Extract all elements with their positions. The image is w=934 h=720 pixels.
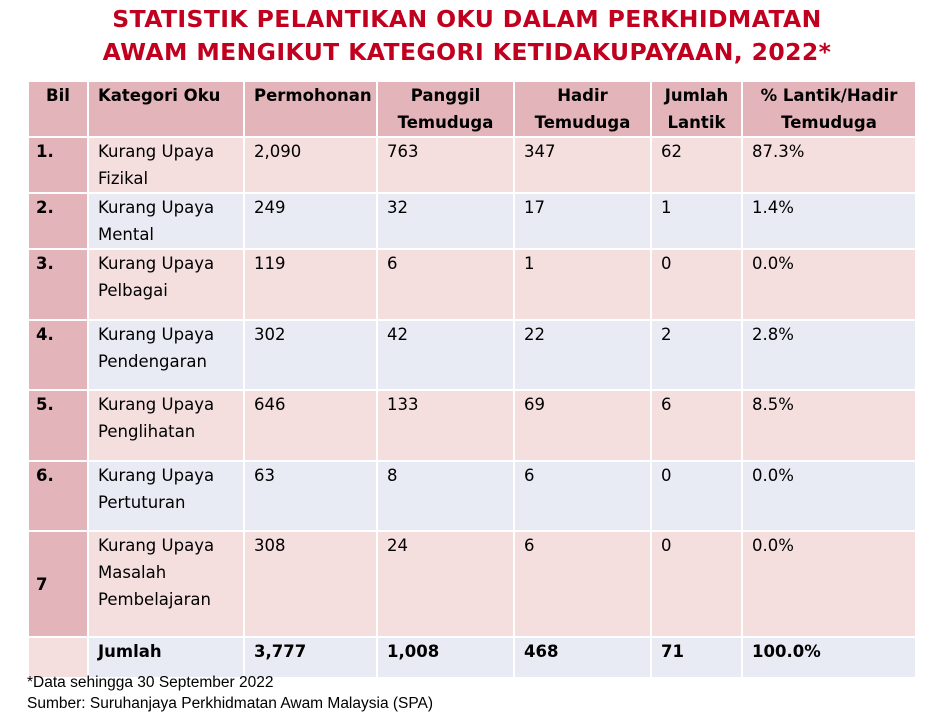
cell-lantik: 0 (651, 461, 742, 531)
total-permohonan: 3,777 (244, 637, 377, 678)
cell-hadir: 1 (514, 249, 651, 320)
source-note: Sumber: Suruhanjaya Perkhidmatan Awam Malaysia (SPA) (27, 695, 434, 712)
cell-lantik: 62 (651, 137, 742, 193)
cell-panggil: 8 (377, 461, 514, 531)
cell-bil: 6. (28, 461, 88, 531)
title-line-2: AWAM MENGIKUT KATEGORI KETIDAKUPAYAAN, 2022* (102, 38, 832, 66)
cell-permohonan: 308 (244, 531, 377, 637)
cell-kategori: Kurang Upaya Masalah Pembelajaran (88, 531, 244, 637)
table-row (28, 137, 916, 193)
cell-kategori: Kurang Upaya Pelbagai (88, 249, 244, 320)
cell-panggil: 24 (377, 531, 514, 637)
cell-hadir: 6 (514, 531, 651, 637)
cell-peratus: 1.4% (742, 193, 916, 249)
cell-lantik: 0 (651, 531, 742, 637)
header-jumlah-lantik: Jumlah Lantik (651, 81, 742, 137)
cell-kategori: Kurang Upaya Pendengaran (88, 320, 244, 390)
header-permohonan: Permohonan (244, 81, 377, 137)
total-hadir: 468 (514, 637, 651, 678)
cell-peratus: 2.8% (742, 320, 916, 390)
total-row (28, 637, 916, 678)
cell-hadir: 347 (514, 137, 651, 193)
cell-hadir: 69 (514, 390, 651, 461)
header-hadir: Hadir Temuduga (514, 81, 651, 137)
cell-permohonan: 119 (244, 249, 377, 320)
cell-lantik: 1 (651, 193, 742, 249)
cell-hadir: 17 (514, 193, 651, 249)
title-line-1: STATISTIK PELANTIKAN OKU DALAM PERKHIDMATAN (112, 5, 822, 33)
cell-peratus: 0.0% (742, 531, 916, 637)
statistics-table (27, 80, 917, 679)
total-panggil: 1,008 (377, 637, 514, 678)
cell-permohonan: 249 (244, 193, 377, 249)
cell-panggil: 42 (377, 320, 514, 390)
table-row (28, 390, 916, 461)
table-row (28, 531, 916, 637)
header-kategori: Kategori Oku (88, 81, 244, 137)
header-panggil: Panggil Temuduga (377, 81, 514, 137)
cell-peratus: 87.3% (742, 137, 916, 193)
table-row (28, 320, 916, 390)
cell-lantik: 6 (651, 390, 742, 461)
header-bil: Bil (28, 81, 88, 137)
cell-bil-empty (28, 637, 88, 678)
cell-panggil: 133 (377, 390, 514, 461)
total-label: Jumlah (88, 637, 244, 678)
cell-lantik: 2 (651, 320, 742, 390)
cell-bil: 7 (28, 531, 88, 637)
cell-kategori: Kurang Upaya Fizikal (88, 137, 244, 193)
cell-bil: 4. (28, 320, 88, 390)
cell-lantik: 0 (651, 249, 742, 320)
cell-panggil: 763 (377, 137, 514, 193)
footnote: *Data sehingga 30 September 2022 (27, 674, 274, 691)
cell-peratus: 8.5% (742, 390, 916, 461)
cell-kategori: Kurang Upaya Pertuturan (88, 461, 244, 531)
cell-kategori: Kurang Upaya Penglihatan (88, 390, 244, 461)
header-peratus: % Lantik/Hadir Temuduga (742, 81, 916, 137)
cell-permohonan: 302 (244, 320, 377, 390)
cell-peratus: 0.0% (742, 249, 916, 320)
cell-hadir: 22 (514, 320, 651, 390)
cell-permohonan: 2,090 (244, 137, 377, 193)
cell-hadir: 6 (514, 461, 651, 531)
total-peratus: 100.0% (742, 637, 916, 678)
cell-bil: 5. (28, 390, 88, 461)
page-title (0, 3, 934, 69)
cell-bil: 1. (28, 137, 88, 193)
table-row (28, 461, 916, 531)
table-row (28, 249, 916, 320)
table-row (28, 193, 916, 249)
cell-peratus: 0.0% (742, 461, 916, 531)
cell-permohonan: 63 (244, 461, 377, 531)
cell-bil: 2. (28, 193, 88, 249)
cell-panggil: 32 (377, 193, 514, 249)
total-lantik: 71 (651, 637, 742, 678)
cell-kategori: Kurang Upaya Mental (88, 193, 244, 249)
cell-bil: 3. (28, 249, 88, 320)
cell-permohonan: 646 (244, 390, 377, 461)
header-row (28, 81, 916, 137)
cell-panggil: 6 (377, 249, 514, 320)
